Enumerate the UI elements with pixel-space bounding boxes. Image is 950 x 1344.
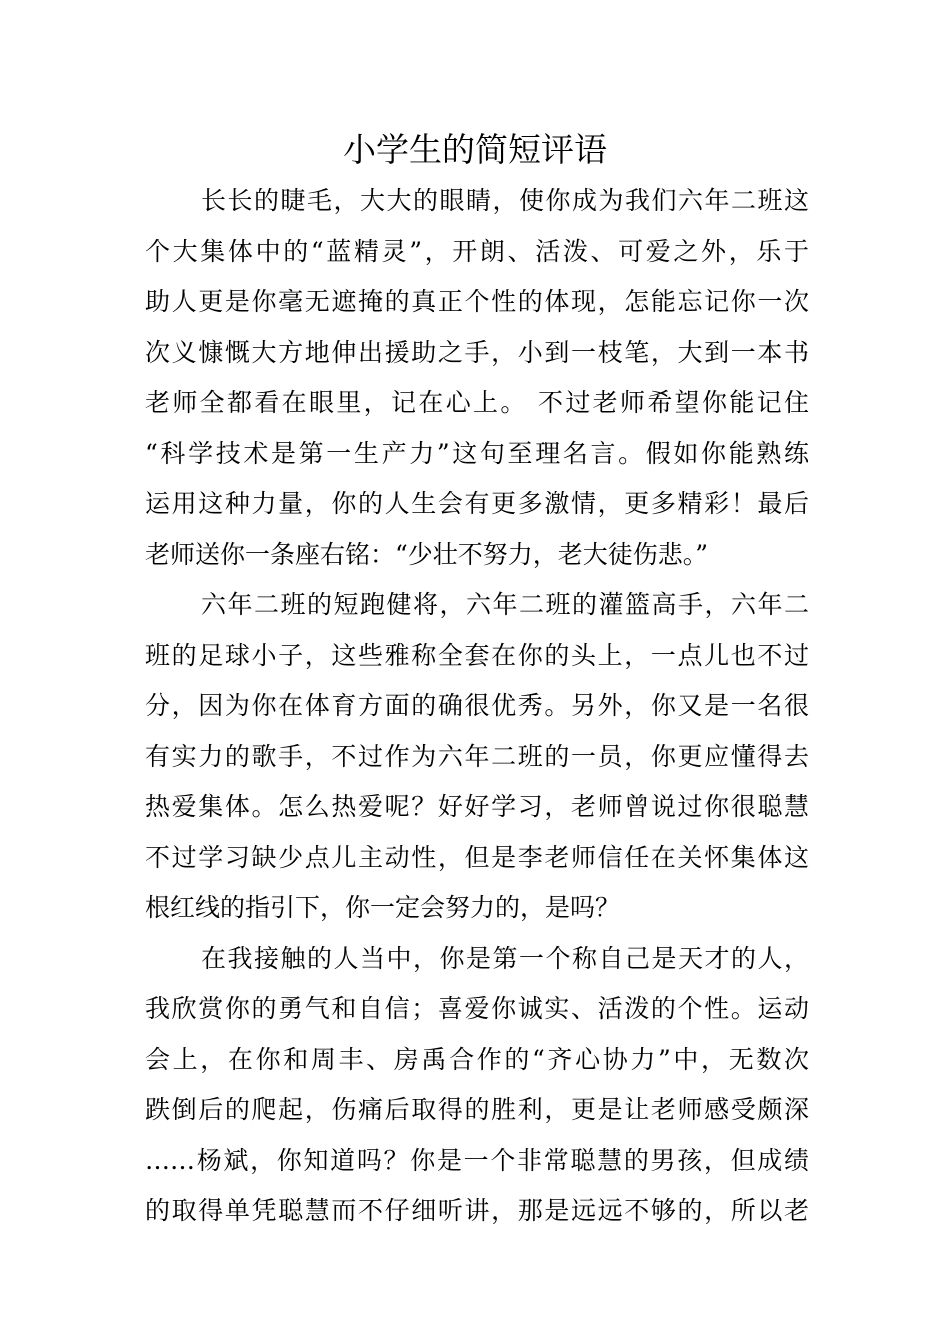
document-title: 小学生的简短评语 — [343, 130, 607, 169]
paragraph-line: 老师全都看在眼里，记在心上。 不过老师希望你能记住 — [145, 388, 809, 417]
paragraph-line: 分，因为你在体育方面的确很优秀。另外，你又是一名很 — [145, 691, 809, 720]
paragraph-line: 会上，在你和周丰、房禹合作的“齐心协力”中，无数次 — [145, 1044, 809, 1074]
paragraph-line: ……杨斌，你知道吗？你是一个非常聪慧的男孩，但成绩 — [145, 1145, 809, 1175]
paragraph-line: 我欣赏你的勇气和自信；喜爱你诚实、活泼的个性。运动 — [145, 994, 809, 1023]
paragraph-line: 长长的睫毛，大大的眼睛，使你成为我们六年二班这 — [201, 186, 809, 215]
paragraph-line: 在我接触的人当中，你是第一个称自己是天才的人， — [201, 943, 809, 973]
paragraph-line: 助人更是你毫无遮掩的真正个性的体现，怎能忘记你一次 — [145, 287, 809, 316]
paragraph-line: 根红线的指引下，你一定会努力的，是吗？ — [145, 893, 621, 922]
paragraph-line: 的取得单凭聪慧而不仔细听讲，那是远远不够的，所以老 — [145, 1196, 809, 1225]
paragraph-line: 个大集体中的“蓝精灵”，开朗、活泼、可爱之外，乐于 — [145, 236, 809, 266]
paragraph-line: 次义慷慨大方地伸出援助之手，小到一枝笔，大到一本书 — [145, 337, 809, 367]
paragraph-line: 不过学习缺少点儿主动性，但是李老师信任在关怀集体这 — [145, 842, 809, 872]
paragraph-3 — [145, 934, 809, 1237]
document-body — [145, 176, 809, 1237]
paragraph-1 — [145, 176, 809, 580]
paragraph-line: 热爱集体。怎么热爱呢？好好学习，老师曾说过你很聪慧 — [145, 792, 809, 821]
paragraph-line: “科学技术是第一生产力”这句至理名言。假如你能熟练 — [145, 438, 809, 468]
paragraph-line: 有实力的歌手，不过作为六年二班的一员，你更应懂得去 — [145, 741, 809, 771]
paragraph-2 — [145, 580, 809, 934]
paragraph-line: 跌倒后的爬起，伤痛后取得的胜利，更是让老师感受颇深 — [145, 1095, 809, 1124]
paragraph-line: 六年二班的短跑健将，六年二班的灌篮高手，六年二 — [201, 590, 809, 619]
paragraph-line: 运用这种力量，你的人生会有更多激情，更多精彩！最后 — [145, 489, 809, 518]
paragraph-line: 班的足球小子，这些雅称全套在你的头上，一点儿也不过 — [145, 640, 809, 670]
paragraph-line: 老师送你一条座右铭：“少壮不努力，老大徒伤悲。” — [145, 539, 709, 569]
